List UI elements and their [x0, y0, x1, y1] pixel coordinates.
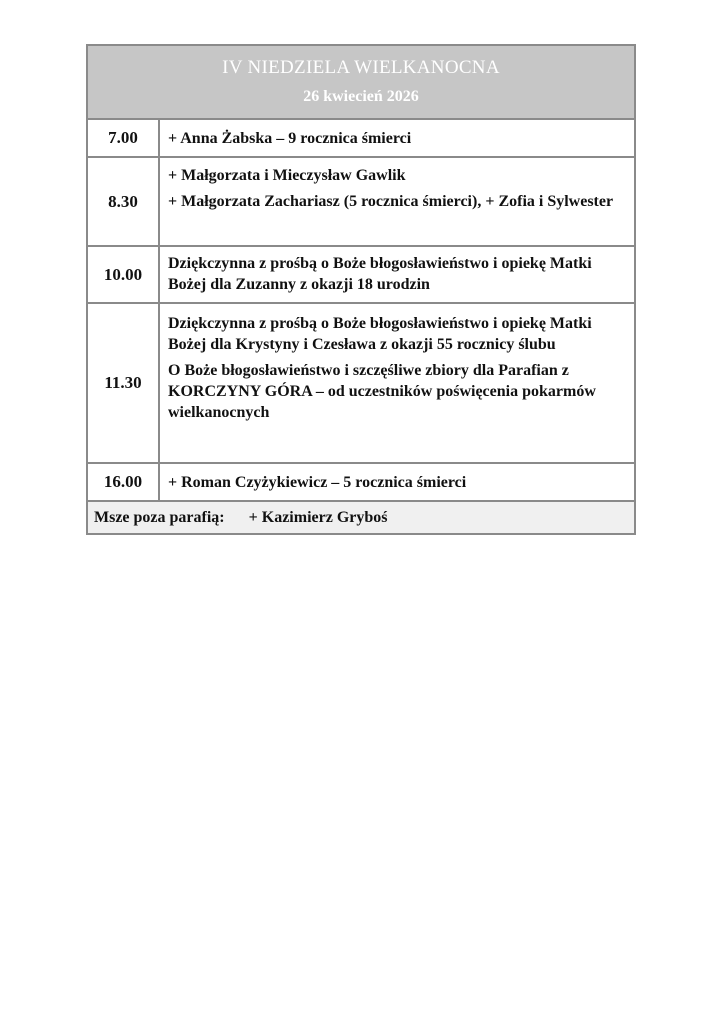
mass-time: 16.00 [88, 464, 160, 500]
mass-schedule-table [86, 44, 636, 535]
table-row [88, 464, 634, 502]
table-row [88, 247, 634, 304]
intention: + Roman Czyżykiewicz – 5 rocznica śmierci [168, 474, 467, 491]
mass-intentions [160, 464, 634, 500]
outside-parish-label: Msze poza parafią: [94, 508, 225, 526]
intention: O Boże błogosławieństwo i szczęśliwe zbiory dla Parafian z KORCZYNY GÓRA – od uczestników poświęcenia pokarmów wielkanocnych [168, 362, 596, 421]
mass-time: 8.30 [88, 158, 160, 245]
outside-parish-masses [88, 502, 634, 533]
mass-intentions [160, 304, 634, 462]
table-row [88, 120, 634, 158]
mass-time: 10.00 [88, 247, 160, 302]
sunday-date: 26 kwiecień 2026 [303, 88, 419, 105]
mass-time: 7.00 [88, 120, 160, 156]
intention: Dziękczynna z prośbą o Boże błogosławieństwo i opiekę Matki Bożej dla Krystyny i Czesława z okazji 55 rocznicy ślubu [168, 315, 592, 353]
intention: Dziękczynna z prośbą o Boże błogosławieństwo i opiekę Matki Bożej dla Zuzanny z okazji 18 urodzin [168, 255, 592, 293]
intention: + Małgorzata i Mieczysław Gawlik [168, 167, 406, 184]
mass-intentions [160, 158, 634, 245]
table-row [88, 304, 634, 464]
mass-intentions [160, 247, 634, 302]
intention: + Anna Żabska – 9 rocznica śmierci [168, 130, 412, 147]
table-row [88, 158, 634, 247]
outside-parish-intention: + Kazimierz Gryboś [248, 508, 388, 526]
mass-intentions [160, 120, 634, 156]
table-header [88, 46, 634, 120]
intention: + Małgorzata Zachariasz (5 rocznica śmierci), + Zofia i Sylwester [168, 193, 614, 210]
mass-time: 11.30 [88, 304, 160, 462]
sunday-title: IV NIEDZIELA WIELKANOCNA [222, 57, 500, 78]
